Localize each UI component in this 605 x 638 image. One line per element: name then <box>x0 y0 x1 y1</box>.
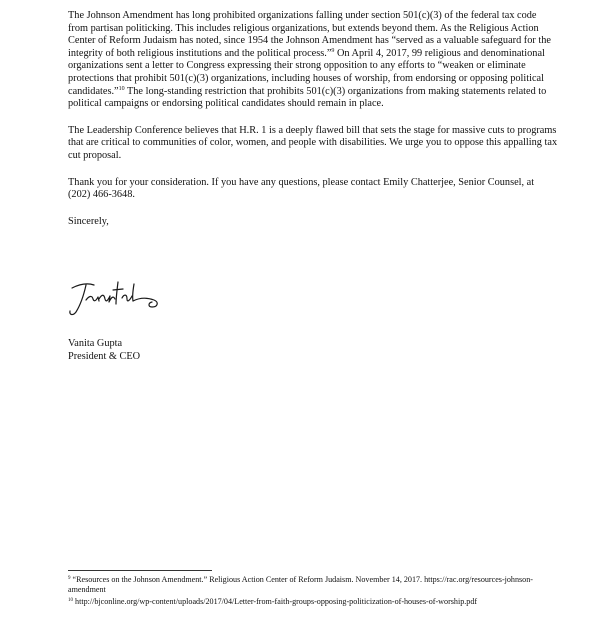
paragraph-thank-you: Thank you for your consideration. If you have any questions, please contact Emily Chatterjee, Senior Counsel, at (202) 466-3648. <box>68 176 535 201</box>
signer-name: Vanita Gupta <box>68 338 123 349</box>
paragraph-johnson-amendment <box>68 10 558 111</box>
signer-title: President & CEO <box>68 350 141 362</box>
paragraph1-part1: The Johnson Amendment has long prohibited organizations falling under section 501(c)(3) of the federal tax code from partisan politicking. This includes religious organizations, but extends beyond them. As the Religious Action Center of Reform Judaism has noted, since 1954 the Johnson Amendment has “served as a valuable safeguard for the integrity of both religious institutions and the political process.” <box>68 10 551 59</box>
handwritten-signature <box>66 276 166 322</box>
footnote-9-number: 9 <box>68 576 71 581</box>
signature-block <box>68 338 140 363</box>
closing-salutation: Sincerely, <box>68 215 109 227</box>
footnotes <box>68 575 568 608</box>
footnote-10-text: http://bjconline.org/wp-content/uploads/2017/04/Letter-from-faith-groups-opposing-politicization-of-houses-of-worship.pdf <box>73 596 478 606</box>
paragraph1-part2: On April 4, 2017, 99 religious and denominational organizations sent a letter to Congress expressing their strong opposition to any efforts to “weaken or eliminate protections that prohibit 501(c)(3) organizations, including houses of worship, from endorsing or opposing political candidates.” <box>68 47 545 97</box>
footnote-ref-10: 10 <box>118 85 125 92</box>
footnote-ref-9: 9 <box>331 47 335 54</box>
footnote-divider <box>68 570 212 571</box>
letter-body <box>68 10 558 242</box>
footnote-9-text: “Resources on the Johnson Amendment.” Religious Action Center of Reform Judaism. November 14, 2017. https://rac.org/resources-johnson-amendment <box>68 575 533 595</box>
paragraph1-part3: The long-standing restriction that prohibits 501(c)(3) organizations from making statements related to political campaigns or endorsing political candidates should remain in place. <box>68 85 547 110</box>
footnote-10 <box>68 597 568 607</box>
footnote-9 <box>68 575 568 596</box>
footnote-10-number: 10 <box>68 597 73 603</box>
paragraph-leadership-conference: The Leadership Conference believes that H.R. 1 is a deeply flawed bill that sets the stage for massive cuts to programs that are critical to communities of color, women, and people with disabilities. We urge you to oppose this appalling tax cut proposal. <box>68 124 558 161</box>
